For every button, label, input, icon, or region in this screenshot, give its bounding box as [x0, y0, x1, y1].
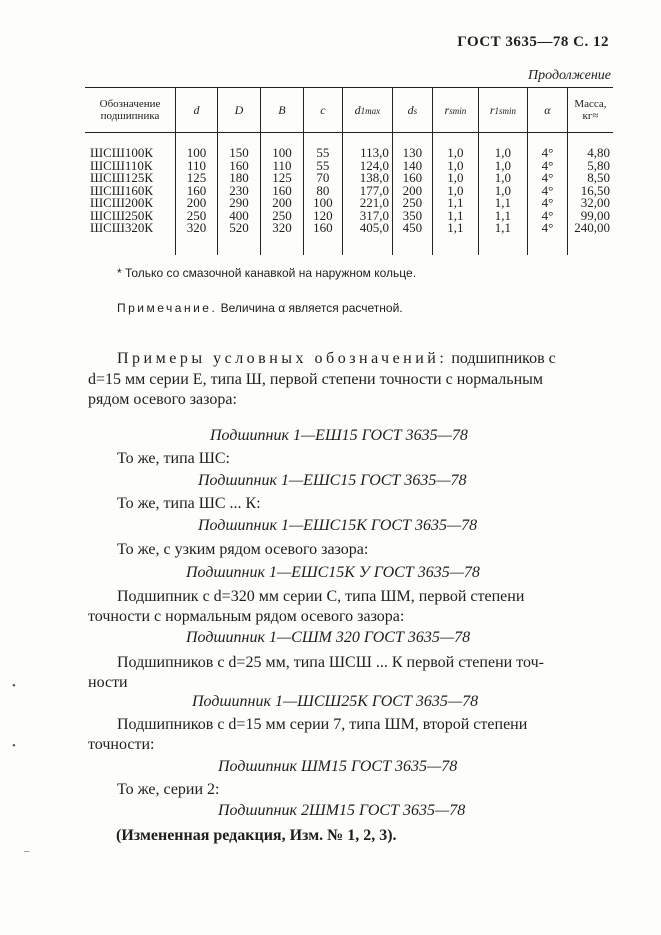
cell-d: 125 — [176, 172, 218, 185]
cell-d: 160 — [176, 185, 218, 198]
col-rsmin: rsmin — [432, 88, 478, 133]
example-designation: Подшипник 1—ЕШС15К ГОСТ 3635—78 — [198, 517, 478, 534]
cell-m: 4,80 — [567, 133, 613, 160]
table-row — [85, 197, 613, 210]
cell-r1: 1,0 — [478, 160, 527, 173]
cell-B: 100 — [260, 133, 303, 160]
cell-name: ШСШ100К — [90, 145, 154, 160]
cell-filler — [478, 246, 527, 255]
cell-m: 16,50 — [567, 185, 613, 198]
cell-d1: 124,0 — [342, 160, 392, 173]
cell-name: ШСШ200К — [90, 195, 154, 210]
cell-d: 110 — [176, 160, 218, 173]
text-line: То же, серии 2: — [117, 781, 220, 798]
text-line: ности — [88, 674, 128, 691]
text-line: точности с нормальным рядом осевого зазора: — [88, 608, 405, 625]
edition-note: (Измененная редакция, Изм. № 1, 2, 3). — [116, 827, 397, 844]
cell-filler — [342, 246, 392, 255]
page-header: ГОСТ 3635—78 С. 12 — [457, 34, 609, 50]
cell-r: 1,1 — [432, 222, 478, 246]
cell-filler — [392, 246, 432, 255]
cell-r: 1,0 — [432, 172, 478, 185]
example-designation: Подшипник 1—СШМ 320 ГОСТ 3635—78 — [186, 629, 471, 646]
cell-B: 200 — [260, 197, 303, 210]
cell-filler — [176, 246, 218, 255]
cell-ds: 130 — [392, 133, 432, 160]
cell-m: 8,50 — [567, 172, 613, 185]
cell-a: 4° — [527, 210, 567, 223]
cell-c: 55 — [303, 133, 342, 160]
cell-r1: 1,1 — [478, 210, 527, 223]
cell-c: 120 — [303, 210, 342, 223]
cell-r1: 1,1 — [478, 222, 527, 246]
col-alpha: α — [527, 88, 567, 133]
cell-r: 1,0 — [432, 160, 478, 173]
cell-B: 110 — [260, 160, 303, 173]
cell-a: 4° — [527, 160, 567, 173]
cell-r: 1,0 — [432, 133, 478, 160]
cell-name: ШСШ250К — [90, 207, 154, 223]
col-d: d — [176, 88, 218, 133]
cell-D: 180 — [218, 172, 261, 185]
cell-r: 1,0 — [432, 185, 478, 198]
text-line: Подшипников с d=15 мм серии 7, типа ШМ, второй степени — [117, 716, 528, 733]
cell-d1: 405,0 — [342, 222, 392, 246]
col-mass: Масса, кг≈ — [567, 88, 613, 133]
cell-name: ШСШ110К — [90, 157, 153, 173]
example-designation: Подшипник 2ШМ15 ГОСТ 3635—78 — [218, 802, 466, 819]
cell-m: 99,00 — [567, 210, 613, 223]
examples-intro-line3: рядом осевого зазора: — [88, 391, 237, 408]
cell-D: 150 — [218, 133, 261, 160]
text-line: точности: — [88, 736, 155, 753]
bearing-spec-table — [85, 87, 613, 255]
cell-c: 100 — [303, 197, 342, 210]
cell-ds: 160 — [392, 172, 432, 185]
text-line: То же, типа ШС ... К: — [117, 495, 261, 512]
cell-d: 250 — [176, 210, 218, 223]
table-row — [85, 222, 613, 246]
cell-d: 100 — [176, 133, 218, 160]
cell-name: ШСШ160К — [90, 182, 154, 198]
cell-r1: 1,0 — [478, 172, 527, 185]
cell-c: 80 — [303, 185, 342, 198]
cell-filler — [260, 246, 303, 255]
example-designation: Подшипник 1—ШСШ25К ГОСТ 3635—78 — [192, 693, 479, 710]
cell-ds: 140 — [392, 160, 432, 173]
example-designation: Подшипник 1—ЕШС15К У ГОСТ 3635—78 — [186, 564, 480, 581]
cell-ds: 450 — [392, 222, 432, 246]
cell-c: 55 — [303, 160, 342, 173]
cell-d1: 113,0 — [342, 133, 392, 160]
cell-filler — [218, 246, 261, 255]
cell-d1: 138,0 — [342, 172, 392, 185]
table-note — [117, 301, 403, 315]
note-label: Примечание. — [117, 301, 218, 315]
col-B: B — [260, 88, 303, 133]
cell-r1: 1,1 — [478, 197, 527, 210]
cell-d1: 317,0 — [342, 210, 392, 223]
cell-D: 160 — [218, 160, 261, 173]
cell-m: 5,80 — [567, 160, 613, 173]
cell-B: 320 — [260, 222, 303, 246]
cell-B: 125 — [260, 172, 303, 185]
cell-c: 70 — [303, 172, 342, 185]
cell-a: 4° — [527, 185, 567, 198]
cell-r: 1,1 — [432, 210, 478, 223]
cell-a: 4° — [527, 197, 567, 210]
text-line: То же, с узким рядом осевого зазора: — [117, 541, 369, 558]
col-D: D — [218, 88, 261, 133]
table-row — [85, 172, 613, 185]
cell-d1: 221,0 — [342, 197, 392, 210]
cell-D: 520 — [218, 222, 261, 246]
table-row — [85, 160, 613, 173]
cell-D: 400 — [218, 210, 261, 223]
cell-d1: 177,0 — [342, 185, 392, 198]
cell-ds: 250 — [392, 197, 432, 210]
text-line: Подшипник с d=320 мм серии С, типа ШМ, первой степени — [117, 588, 525, 605]
cell-r1: 1,0 — [478, 185, 527, 198]
cell-filler — [85, 246, 176, 255]
table-filler-row — [85, 246, 613, 255]
cell-name: ШСШ125К — [90, 170, 154, 185]
margin-mark: ‒ — [24, 845, 30, 857]
cell-filler — [567, 246, 613, 255]
cell-c: 160 — [303, 222, 342, 246]
cell-r1: 1,0 — [478, 133, 527, 160]
cell-m: 32,00 — [567, 197, 613, 210]
cell-filler — [432, 246, 478, 255]
cell-a: 4° — [527, 133, 567, 160]
note-text: Величина α является расчетной. — [217, 301, 403, 315]
table-header-row — [85, 88, 613, 133]
cell-B: 250 — [260, 210, 303, 223]
table-row — [85, 133, 613, 160]
example-designation: Подшипник ШМ15 ГОСТ 3635—78 — [218, 758, 458, 775]
col-designation: Обозначение подшипника — [85, 88, 176, 133]
cell-ds: 350 — [392, 210, 432, 223]
cell-D: 230 — [218, 185, 261, 198]
cell-r: 1,1 — [432, 197, 478, 210]
col-c: c — [303, 88, 342, 133]
col-ds: ds — [392, 88, 432, 133]
examples-intro-line1: Примеры условных обозначений: подшипников с — [117, 350, 556, 367]
cell-name: ШСШ320К — [90, 220, 154, 235]
text-line: Подшипников с d=25 мм, типа ШСШ ... К первой степени точ- — [117, 654, 544, 671]
cell-a: 4° — [527, 222, 567, 246]
table-row — [85, 210, 613, 223]
cell-d: 320 — [176, 222, 218, 246]
example-designation: Подшипник 1—ЕШ15 ГОСТ 3635—78 — [210, 427, 468, 444]
examples-intro-line2: d=15 мм серии Е, типа Ш, первой степени точности с нормальным — [88, 371, 544, 388]
table-footnote: * Только со смазочной канавкой на наружном кольце. — [117, 266, 417, 280]
example-designation: Подшипник 1—ЕШС15 ГОСТ 3635—78 — [198, 472, 467, 489]
margin-mark: • — [12, 740, 16, 752]
cell-d: 200 — [176, 197, 218, 210]
cell-m: 240,00 — [567, 222, 613, 246]
col-d1max: d1max — [342, 88, 392, 133]
cell-a: 4° — [527, 172, 567, 185]
table-row — [85, 185, 613, 198]
cell-D: 290 — [218, 197, 261, 210]
cell-ds: 200 — [392, 185, 432, 198]
continuation-label: Продолжение — [528, 68, 611, 83]
margin-mark: • — [12, 680, 16, 692]
text-line: То же, типа ШС: — [117, 450, 230, 467]
cell-filler — [527, 246, 567, 255]
cell-B: 160 — [260, 185, 303, 198]
col-r1smin: r1smin — [478, 88, 527, 133]
cell-filler — [303, 246, 342, 255]
